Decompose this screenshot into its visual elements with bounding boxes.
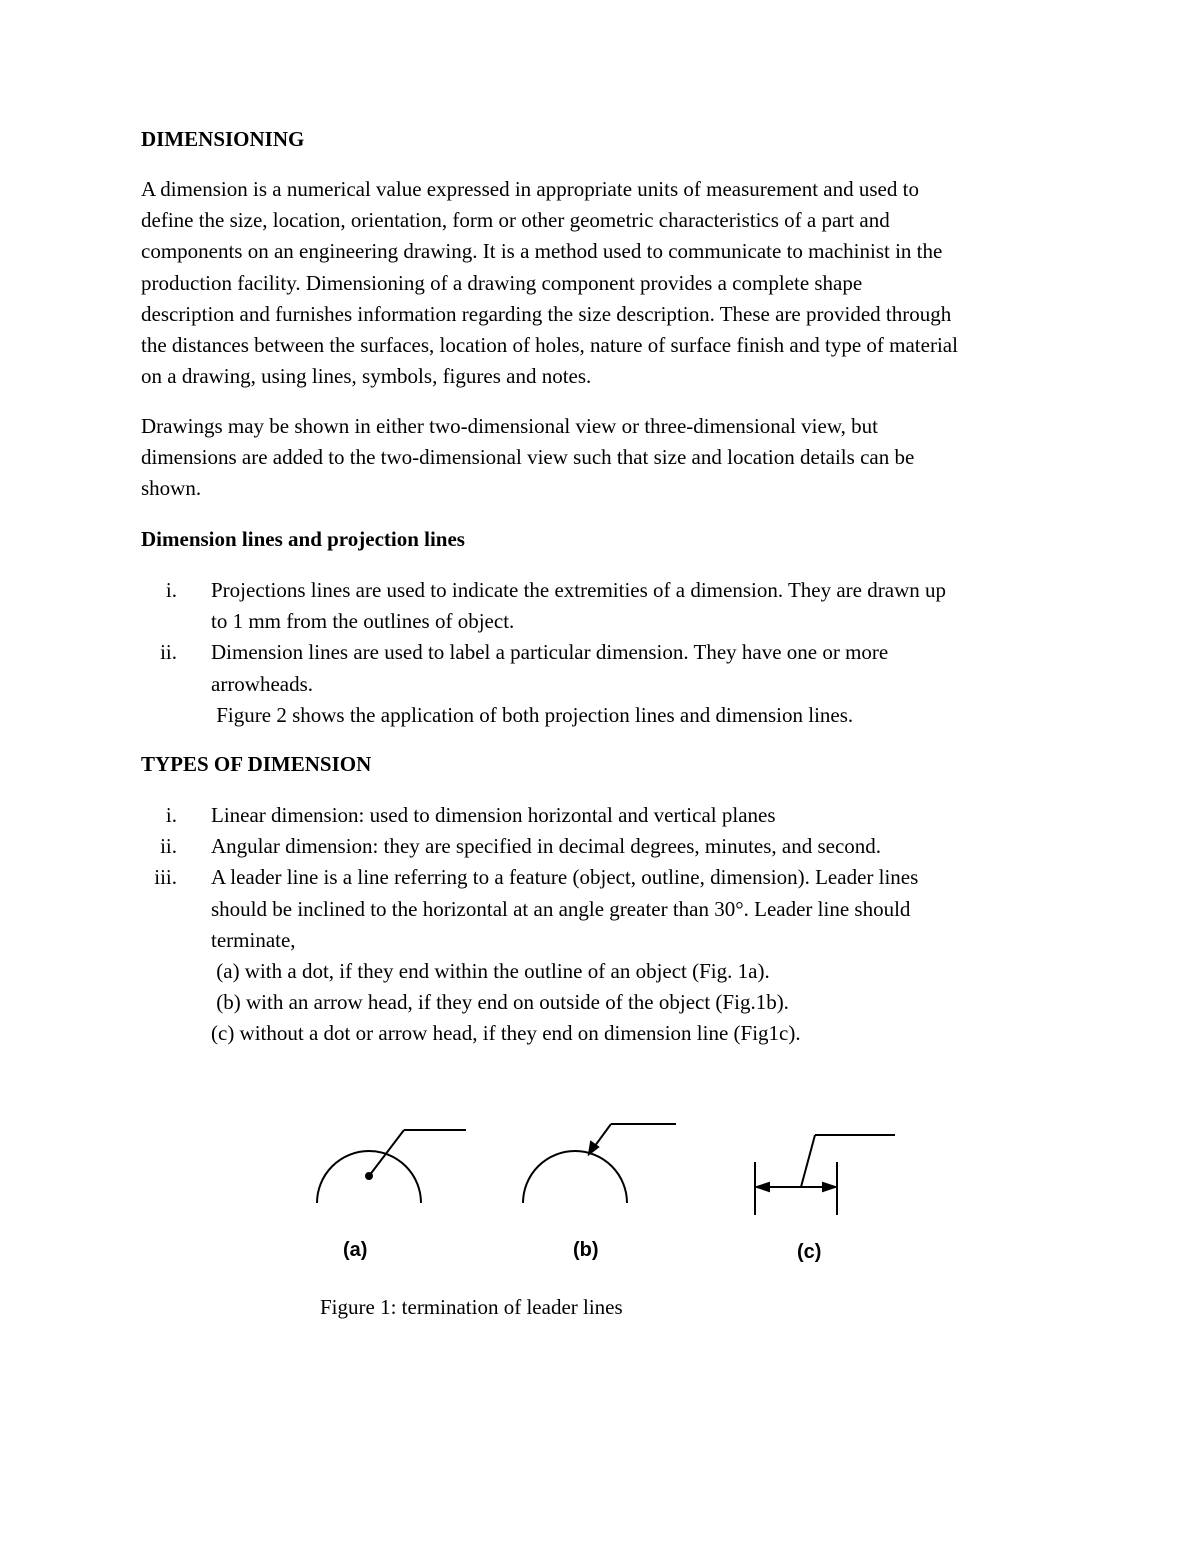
intro-line: description and furnishes information regarding the size description. These are provided through <box>141 301 952 326</box>
list-item-line: Linear dimension: used to dimension horizontal and vertical planes <box>211 803 776 827</box>
types-of-dimension-list <box>141 800 1071 1050</box>
figure-c-arrow-right <box>823 1183 835 1191</box>
list-item-line: to 1 mm from the outlines of object. <box>211 609 515 634</box>
figure-label-a: (a) <box>343 1239 368 1261</box>
list-item <box>141 831 1071 862</box>
list-item-line: arrowheads. <box>211 671 314 696</box>
list-item <box>141 800 1071 831</box>
figure-c-leader-line <box>801 1135 815 1187</box>
list-item <box>141 637 1071 731</box>
figure-a-dot <box>366 1173 372 1179</box>
list-item-line: Projections lines are used to indicate the extremities of a dimension. They are drawn up <box>211 578 946 602</box>
figure-a-leader-line <box>369 1130 404 1176</box>
sub-item-a: (a) with a dot, if they end within the outline of an object (Fig. 1a). <box>211 959 770 984</box>
list-number: i. <box>165 578 177 602</box>
list-item-line: Angular dimension: they are specified in decimal degrees, minutes, and second. <box>211 834 882 859</box>
page-title: DIMENSIONING <box>141 127 305 151</box>
paragraph-line: shown. <box>141 476 202 501</box>
paragraph-line: Drawings may be shown in either two-dimensional view or three-dimensional view, but <box>141 414 878 438</box>
figure-c-drawing <box>755 1135 895 1215</box>
section-heading-types-of-dimension: TYPES OF DIMENSION <box>141 752 372 776</box>
list-number: i. <box>165 803 177 827</box>
figure-label-b: (b) <box>573 1239 599 1261</box>
intro-line: define the size, location, orientation, form or other geometric characteristics of a part and <box>141 208 890 233</box>
intro-line: A dimension is a numerical value expressed in appropriate units of measurement and used to <box>141 177 919 201</box>
list-item-line: A leader line is a line referring to a feature (object, outline, dimension). Leader lines <box>211 865 919 890</box>
second-paragraph <box>141 411 1071 505</box>
intro-line: production facility. Dimensioning of a drawing component provides a complete shape <box>141 270 863 295</box>
figure-a-drawing <box>317 1130 466 1203</box>
section-heading-dimension-lines: Dimension lines and projection lines <box>141 527 465 551</box>
dimension-lines-list <box>141 575 1071 731</box>
list-number: iii. <box>154 865 177 890</box>
list-item <box>141 575 1071 637</box>
intro-line: the distances between the surfaces, location of holes, nature of surface finish and type of material <box>141 333 958 358</box>
list-item-line: Figure 2 shows the application of both projection lines and dimension lines. <box>211 702 854 727</box>
leader-lines-figure <box>300 1110 920 1280</box>
figure-c-arrow-left <box>757 1183 769 1191</box>
intro-line: components on an engineering drawing. It is a method used to communicate to machinist in the <box>141 239 943 264</box>
intro-paragraph <box>141 174 1071 392</box>
figure-b-drawing <box>523 1124 676 1203</box>
paragraph-line: dimensions are added to the two-dimensional view such that size and location details can be <box>141 445 915 470</box>
figure-b-arc <box>523 1151 627 1203</box>
list-item-line: terminate, <box>211 927 296 952</box>
list-number: ii. <box>160 834 177 859</box>
list-item-line: should be inclined to the horizontal at an angle greater than 30°. Leader line should <box>211 896 911 921</box>
sub-item-b: (b) with an arrow head, if they end on outside of the object (Fig.1b). <box>211 990 789 1015</box>
figure-label-c: (c) <box>797 1241 822 1263</box>
sub-item-c: (c) without a dot or arrow head, if they end on dimension line (Fig1c). <box>211 1021 801 1046</box>
figure-caption: Figure 1: termination of leader lines <box>320 1295 623 1319</box>
list-item <box>141 862 1071 1049</box>
intro-line: on a drawing, using lines, symbols, figures and notes. <box>141 364 592 389</box>
list-item-line: Dimension lines are used to label a particular dimension. They have one or more <box>211 640 889 665</box>
list-number: ii. <box>160 640 177 665</box>
